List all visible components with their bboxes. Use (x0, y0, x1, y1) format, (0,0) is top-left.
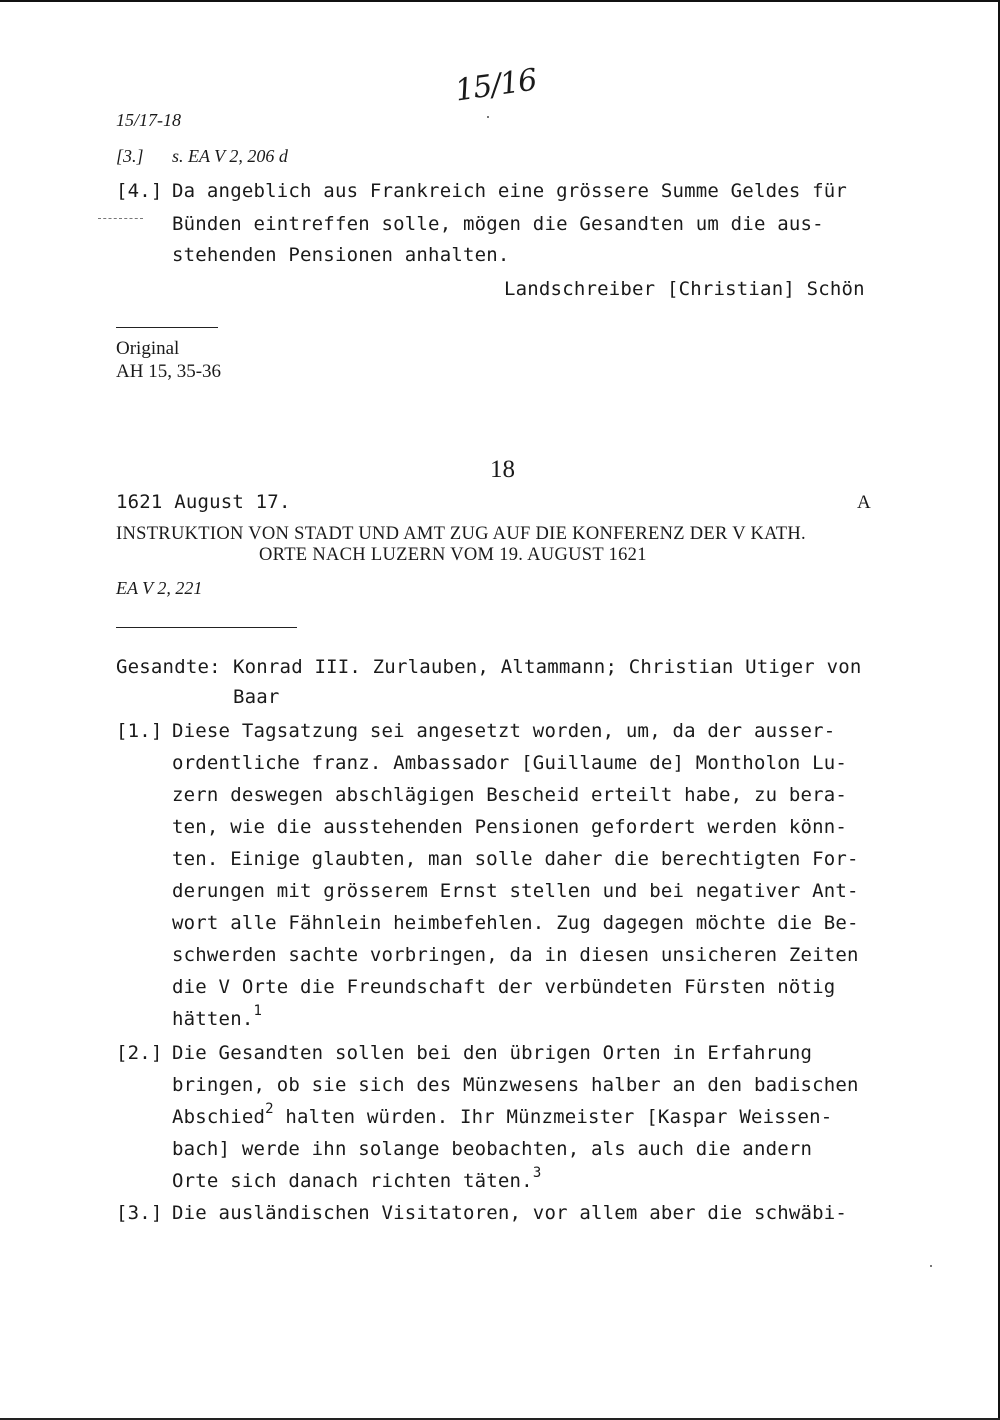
paragraph-1-line: wort alle Fähnlein heimbefehlen. Zug dagegen möchte die Be- (172, 912, 859, 934)
source-label: Original (116, 338, 180, 359)
paragraph-1-line (172, 1003, 263, 1030)
document-title-line: INSTRUKTION VON STADT UND AMT ZUG AUF DIE KONFERENZ DER V KATH. (116, 524, 806, 544)
paragraph-1-number: [1.] (116, 720, 163, 742)
paragraph-2-number: [2.] (116, 1042, 163, 1064)
paragraph-2-line (172, 1101, 833, 1128)
ea-reference: EA V 2, 221 (116, 578, 203, 598)
paragraph-1-line: zern deswegen abschlägigen Bescheid erteilt habe, zu bera- (172, 784, 848, 806)
paragraph-1-line: derungen mit grösserem Ernst stellen und bei negativer Ant- (172, 880, 859, 902)
handwritten-folio-number: 15/16 (452, 62, 539, 109)
document-date: 1621 August 17. (116, 491, 291, 513)
divider (116, 327, 218, 328)
scan-dot (930, 1265, 932, 1267)
envoys-label: Gesandte: (116, 656, 221, 678)
envoys-names: Baar (233, 686, 280, 708)
paragraph-2-line (172, 1165, 542, 1192)
item-4-line: Da angeblich aus Frankreich eine grössere Summe Geldes für (172, 180, 848, 202)
paragraph-1-line: schwerden sachte vorbringen, da in diesen unsicheren Zeiten (172, 944, 859, 966)
document-number: 18 (490, 456, 515, 483)
paragraph-2-text: Abschied (172, 1106, 266, 1128)
paragraph-3-line: Die ausländischen Visitatoren, vor allem aber die schwäbi- (172, 1202, 848, 1224)
document-letter: A (857, 492, 871, 513)
paragraph-2-text: Orte sich danach richten täten. (172, 1170, 533, 1192)
paragraph-2-line: bach] werde ihn solange beobachten, als auch die andern (172, 1138, 813, 1160)
item-4-line: stehenden Pensionen anhalten. (172, 244, 510, 266)
item-3-text: s. EA V 2, 206 d (172, 146, 288, 166)
paragraph-3-number: [3.] (116, 1202, 163, 1224)
footnote-marker-3: 3 (532, 1165, 542, 1181)
item-4-number: [4.] (116, 180, 163, 202)
paragraph-2-line: Die Gesandten sollen bei den übrigen Orten in Erfahrung (172, 1042, 813, 1064)
paragraph-1-line: Diese Tagsatzung sei angesetzt worden, um, da der ausser- (172, 720, 836, 742)
paragraph-1-last-word: hätten. (172, 1008, 254, 1030)
signature: Landschreiber [Christian] Schön (504, 278, 865, 300)
source-reference: AH 15, 35-36 (116, 361, 222, 382)
footnote-marker-2: 2 (265, 1101, 274, 1117)
scan-edge-top (0, 0, 1000, 2)
paragraph-1-line: die V Orte die Freundschaft der verbündeten Fürsten nötig (172, 976, 836, 998)
margin-mark (98, 218, 143, 219)
paragraph-2-line: bringen, ob sie sich des Münzwesens halber an den badischen (172, 1074, 859, 1096)
scan-dot (487, 116, 489, 118)
paragraph-1-line: ten, wie die ausstehenden Pensionen gefordert werden könn- (172, 816, 848, 838)
divider (116, 627, 297, 628)
paragraph-1-line: ordentliche franz. Ambassador [Guillaume de] Montholon Lu- (172, 752, 848, 774)
item-3-number: [3.] (116, 146, 144, 166)
page-reference: 15/17-18 (116, 110, 181, 130)
document-title-line: ORTE NACH LUZERN VOM 19. AUGUST 1621 (259, 545, 647, 565)
envoys-names: Konrad III. Zurlauben, Altammann; Christian Utiger von (233, 656, 862, 678)
footnote-marker-1: 1 (253, 1003, 263, 1019)
paragraph-2-text: halten würden. Ihr Münzmeister [Kaspar Weissen- (273, 1106, 833, 1128)
item-4-line: Bünden eintreffen solle, mögen die Gesandten um die aus- (172, 213, 824, 235)
paragraph-1-line: ten. Einige glaubten, man solle daher die berechtigten For- (172, 848, 859, 870)
